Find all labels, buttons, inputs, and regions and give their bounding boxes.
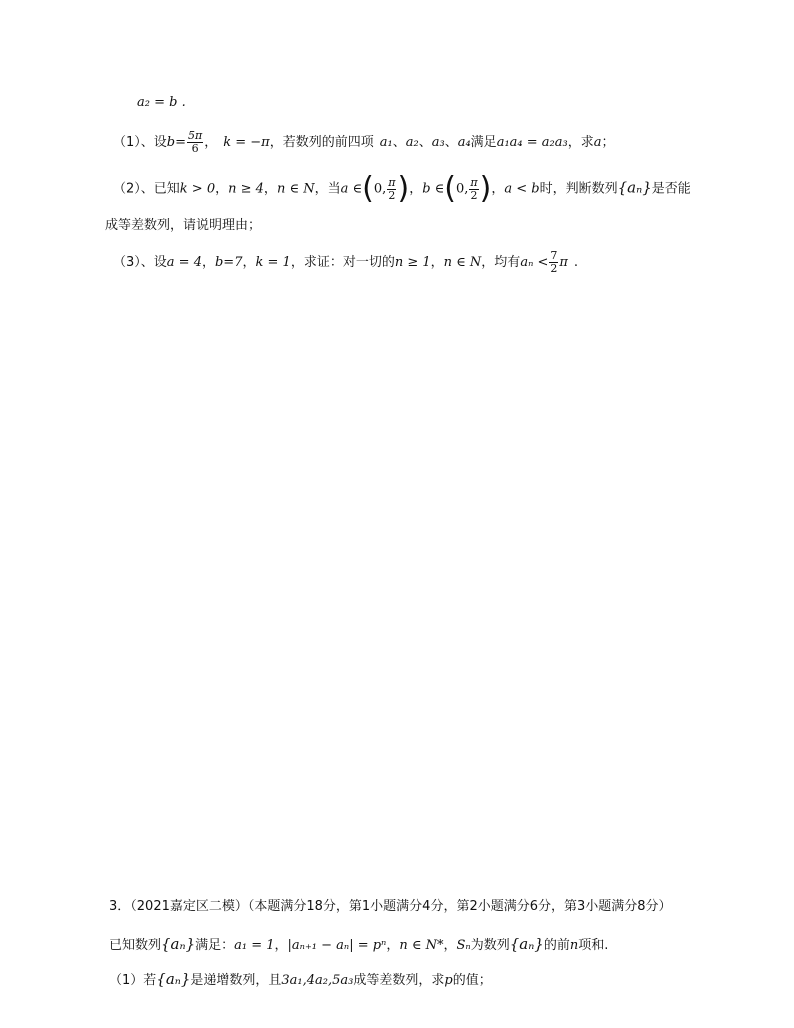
b-in: b ∈ [422, 181, 445, 197]
q1-text-b: 是递增数列，且 [190, 973, 282, 988]
b-eq: b= [166, 135, 186, 150]
part2-line2 [105, 216, 261, 236]
fraction-5pi-6 [187, 130, 203, 155]
frac-den: 2 [388, 188, 396, 202]
a-eq: a = 4 [166, 255, 202, 270]
q1-text-c: 成等差数列，求 [353, 973, 445, 988]
part3-line: （3）、设a = 4，b=7，k = 1，求证：对一切的n ≥ 1，n ∈ N，均有aₙ < $\frac{7}{2}$ π . [113, 249, 579, 275]
part1-line: （1）、设b= $\frac{5\pi}{6}$ ， k = −π，若数列的前四项 a₁、a₂、a₃、a₄满足a₁a₄ = a₂a₃，求a； [113, 129, 615, 155]
seq: {aₙ} [156, 970, 191, 988]
frac-num: π [470, 175, 478, 189]
part2-text2: 是否能 [651, 181, 691, 197]
k-eq: k = 1 [255, 255, 291, 270]
p3-text-d: 的前 [543, 938, 570, 953]
problem3-q1 [109, 969, 492, 991]
abs-expr: |aₙ₊₁ − aₙ| = pⁿ [287, 938, 387, 953]
p3-text-a: 已知数列 [109, 938, 162, 953]
n-var: n [569, 938, 579, 953]
an-lt: aₙ < [520, 255, 549, 270]
a-in: a ∈ [340, 181, 363, 197]
interval-left: 0, [373, 181, 387, 197]
part2-line: （2）、已知k > 0，n ≥ 4，n ∈ N，当a ∈(0, $\frac{\pi}{2}$ )，b ∈(0, $\frac{\pi}{2}$ )，a < b时，判断数列{aₙ}是否能 [113, 171, 691, 206]
frac-den: 6 [191, 142, 199, 155]
part1-text2: 满足 [470, 135, 497, 150]
k-eq: k = −π [223, 135, 270, 150]
p-var: p [444, 973, 453, 988]
q1-text-d: 的值； [452, 973, 492, 988]
part3-end: . [573, 255, 579, 270]
pi: π [559, 255, 568, 270]
seq: {aₙ} [509, 935, 544, 953]
problem3-line1: 已知数列{aₙ}满足：a₁ = 1，|aₙ₊₁ − aₙ| = pⁿ，n ∈ N*，Sₙ为数列{aₙ}的前n项和. [109, 935, 609, 953]
n-in: n ∈ N* [399, 938, 444, 953]
fraction-7-2 [549, 250, 558, 275]
frac-num: 5π [188, 129, 203, 142]
b-eq: b=7 [214, 255, 243, 270]
a2-eq-b: a₂ = b . [137, 95, 186, 110]
problem3-header-text: 3．（2021嘉定区二模）（本题满分18分，第1小题满分4分，第2小题满分6分，第3小题满分8分） [109, 899, 672, 914]
p3-text-e: 项和. [578, 938, 609, 953]
frac-num: 7 [550, 249, 558, 262]
a3: a₃ [431, 135, 445, 150]
a4: a₄ [457, 135, 471, 150]
frac-den: 2 [470, 188, 478, 202]
when: ，当 [314, 181, 341, 197]
fraction-pi-2 [469, 177, 478, 202]
sn: Sₙ [456, 938, 471, 953]
q1-text-a: （1）若 [109, 973, 157, 988]
seq: {aₙ} [161, 935, 196, 953]
a-var: a [593, 135, 602, 150]
sep: 、 [392, 135, 406, 150]
interval-left: 0, [456, 181, 469, 197]
part1-text1: ，若数列的前四项 [269, 135, 374, 150]
q1-terms: 3a₁,4a₂,5a₃ [281, 973, 354, 988]
fraction-pi-2 [387, 177, 396, 202]
frac-num: π [388, 175, 396, 189]
part3-text2: ，均有 [481, 255, 521, 270]
part1-end: ； [601, 135, 615, 150]
ab-cond: a < b [504, 181, 540, 197]
part1-text3: ，求 [567, 135, 594, 150]
product-eq: a₁a₄ = a₂a₃ [496, 135, 568, 150]
part2-text1: 时，判断数列 [539, 181, 618, 197]
part3-label: （3）、设 [113, 255, 167, 270]
n-cond: n ≥ 4 [228, 181, 264, 197]
p3-text-b: 满足： [195, 938, 235, 953]
a1-eq: a₁ = 1 [234, 938, 275, 953]
p3-text-c: 为数列 [470, 938, 510, 953]
part3-text1: ，求证：对一切的 [290, 255, 395, 270]
part2-label: （2）、已知 [113, 181, 180, 197]
sep: 、 [418, 135, 432, 150]
a1: a₁ [379, 135, 393, 150]
frac-den: 2 [550, 262, 558, 275]
k-cond: k > 0 [179, 181, 216, 197]
a2: a₂ [405, 135, 419, 150]
problem3-header [109, 897, 672, 917]
seq: {aₙ} [617, 178, 652, 197]
n-in: n ∈ N [276, 181, 315, 197]
n-ge: n ≥ 1 [394, 255, 431, 270]
formula-a2-eq-b [137, 93, 186, 113]
part1-label: （1）、设 [113, 135, 167, 150]
n-in: n ∈ N [443, 255, 482, 270]
part2-line2-text: 成等差数列，请说明理由； [105, 218, 262, 233]
sep: 、 [444, 135, 458, 150]
